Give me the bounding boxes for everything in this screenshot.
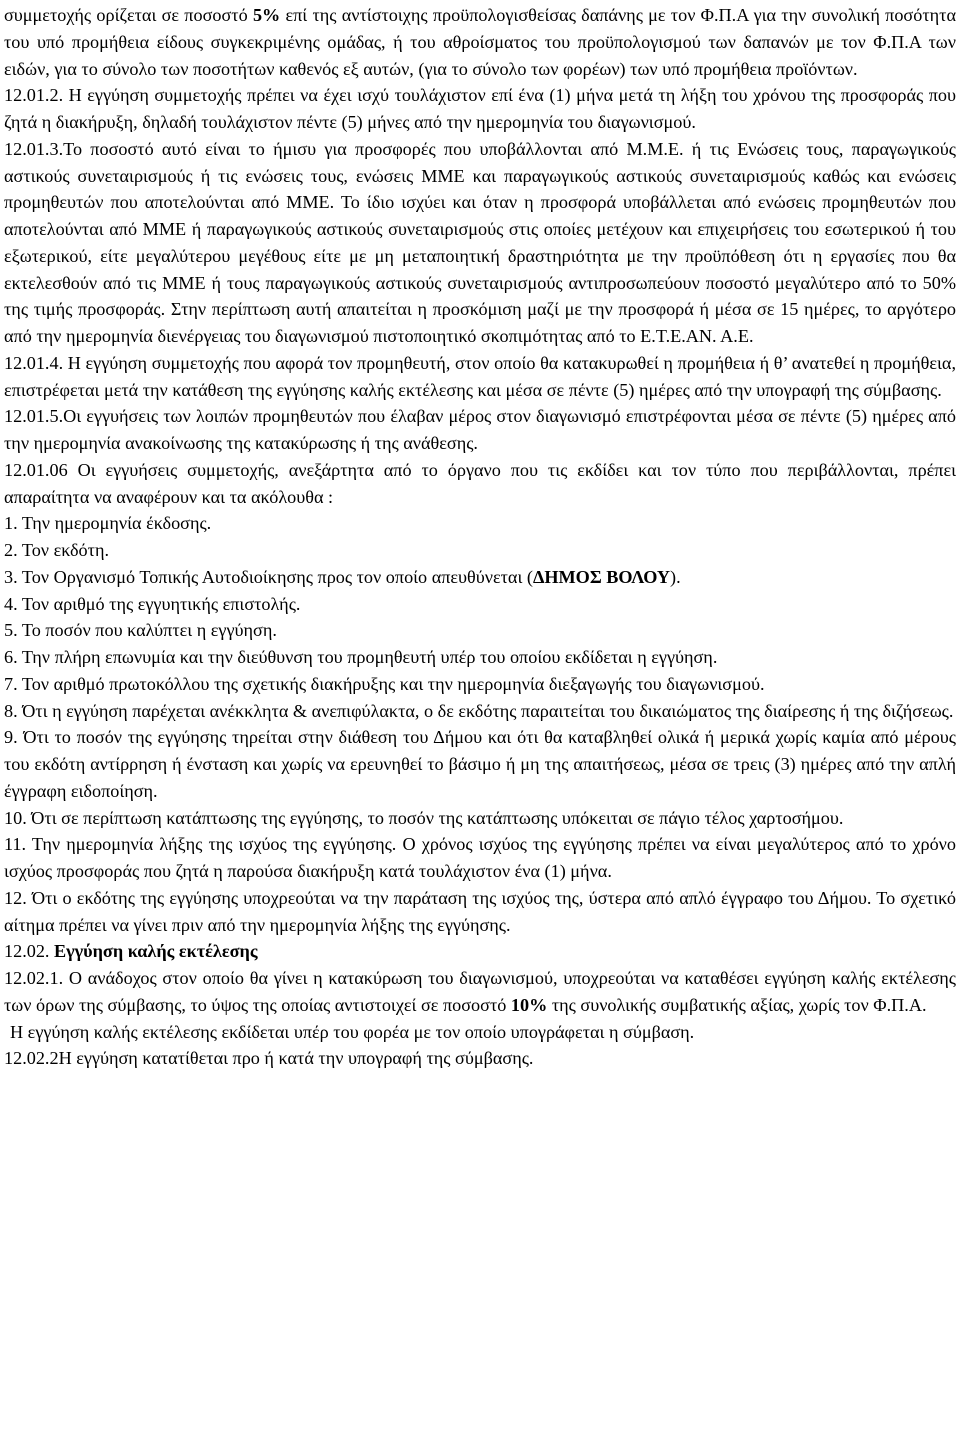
- paragraph-12-02-2: 12.02.2Η εγγύηση κατατίθεται προ ή κατά την υπογραφή της σύμβασης.: [4, 1048, 534, 1069]
- section-heading-12-02: 12.02. Εγγύηση καλής εκτέλεσης: [4, 941, 258, 962]
- municipality-name: ΔΗΜΟΣ ΒΟΛΟΥ: [532, 566, 671, 587]
- list-item: 1. Την ημερομηνία έκδοσης.: [4, 513, 212, 534]
- list-item-organization: 3. Τον Οργανισμό Τοπικής Αυτοδιοίκησης προς τον οποίο απευθύνεται (ΔΗΜΟΣ ΒΟΛΟΥ).: [4, 566, 681, 587]
- paragraph-12-01-06: 12.01.06 Οι εγγυήσεις συμμετοχής, ανεξάρτητα από το όργανο που τις εκδίδει και τον τύπο που περιβάλλονται, πρέπει απαραίτητα να αναφέρουν και τα ακόλουθα :: [4, 459, 956, 507]
- percentage-5: 5%: [252, 5, 281, 25]
- list-item: 11. Την ημερομηνία λήξης της ισχύος της εγγύησης. Ο χρόνος ισχύος της εγγύησης πρέπει να είναι μεγαλύτερος από το χρόνο ισχύος προσφοράς που ζητά η παρούσα διακήρυξη κατά τουλάχιστον ένα (1) μήνα.: [4, 834, 956, 881]
- list-item: 10. Ότι σε περίπτωση κατάπτωσης της εγγύησης, το ποσόν της κατάπτωσης υπόκειται σε πάγιο τέλος χαρτοσήμου.: [4, 807, 844, 828]
- list-item: 2. Τον εκδότη.: [4, 540, 110, 560]
- paragraph-12-01-3: 12.01.3.Το ποσοστό αυτό είναι το ήμισυ για προσφορές που υποβάλλονται από Μ.Μ.Ε. ή τις Ενώσεις τους, παραγωγικούς αστικούς συνεταιρισμούς ή τις ενώσεις τους, ενώσεις ΜΜΕ και παραγωγικούς αστικούς συνεταιρισμούς καθώς και ενώσεις προμηθευτών που αποτελούνται από ΜΜΕ. Το ίδιο ισχύει και όταν η προσφορά υποβάλλεται από ενώσεις προμηθευτών που αποτελούνται από ΜΜΕ ή παραγωγικούς αστικούς συνεταιρισμούς στις οποίες μετέχουν και επιχειρήσεις του εσωτερικού ή του εξωτερικού, είτε μεγαλύτερου μεγέθους είτε με μη μεταποιητική δραστηριότητα με την προϋπόθεση ότι η εργασίες που θα εκτελεσθούν από τις ΜΜΕ ή τους παραγωγικούς αστικούς συνεταιρισμούς αντιπροσωπεύουν ποσοστό μεγαλύτερο από το 50% της τιμής προσφοράς. Στην περίπτωση αυτή απαιτείται η προσκόμιση μαζί με την προσφορά ή μέσα σε 15 ημέρες, το αργότερο από την ημερομηνία διενέργειας του διαγωνισμού πιστοποιητικό σκοπιμότητας από το Ε.Τ.Ε.ΑΝ. Α.Ε.: [4, 138, 956, 346]
- paragraph-12-01-4: 12.01.4. Η εγγύηση συμμετοχής που αφορά τον προμηθευτή, στον οποίο θα κατακυρωθεί η προμήθεια ή θ’ ανατεθεί η προμήθεια, επιστρέφεται μετά την κατάθεση της εγγύησης καλής εκτέλεσης και μέσα σε πέντε (5) ημέρες από την υπογραφή της σύμβασης.: [4, 352, 956, 400]
- list-item: 9. Ότι το ποσόν της εγγύησης τηρείται στην διάθεση του Δήμου και ότι θα καταβληθεί ολικά ή μερικά χωρίς καμία από μέρους του εκδότη αντίρρηση ή ένσταση και χωρίς να ερευνηθεί το βάσιμο ή μη της απαιτήσεως, μέσα σε τρεις (3) ημέρες από την απλή έγγραφη ειδοποίηση.: [4, 727, 956, 801]
- percentage-10: 10%: [510, 994, 548, 1015]
- paragraph-12-01-5: 12.01.5.Οι εγγυήσεις των λοιπών προμηθευτών που έλαβαν μέρος στον διαγωνισμό επιστρέφονται μέσα σε πέντε (5) ημέρες από την ημερομηνία ανακοίνωσης της κατακύρωσης ή της ανάθεσης.: [4, 406, 956, 453]
- paragraph-performance-guarantee: Η εγγύηση καλής εκτέλεσης εκδίδεται υπέρ του φορέα με τον οποίο υπογράφεται η σύμβαση.: [10, 1021, 695, 1042]
- list-item: 7. Τον αριθμό πρωτοκόλλου της σχετικής διακήρυξης και την ημερομηνία διεξαγωγής του διαγωνισμού.: [4, 673, 765, 694]
- section-title: Εγγύηση καλής εκτέλεσης: [54, 941, 258, 962]
- list-item: 8. Ότι η εγγύηση παρέχεται ανέκκλητα & ανεπιφύλακτα, ο δε εκδότης παραιτείται του δικαιώματος της διαίρεσης ή της διζήσεως.: [4, 700, 954, 721]
- list-item: 4. Τον αριθμό της εγγυητικής επιστολής.: [4, 593, 301, 614]
- list-item: 6. Την πλήρη επωνυμία και την διεύθυνση του προμηθευτή υπέρ του οποίου εκδίδεται η εγγύηση.: [4, 647, 718, 667]
- list-item: 12. Ότι ο εκδότης της εγγύησης υποχρεούται να την παράταση της ισχύος της, ύστερα από απλό έγγραφο του Δήμου. Το σχετικό αίτημα πρέπει να γίνει πριν από την ημερομηνία λήξης της εγγύησης.: [4, 887, 956, 935]
- paragraph-12-01-2: 12.01.2. Η εγγύηση συμμετοχής πρέπει να έχει ισχύ τουλάχιστον επί ένα (1) μήνα μετά τη λήξη του χρόνου της προσφοράς που ζητά η διακήρυξη, δηλαδή τουλάχιστον πέντε (5) μήνες από την ημερομηνία του διαγωνισμού.: [4, 85, 956, 132]
- paragraph-12-02-1: 12.02.1. Ο ανάδοχος στον οποίο θα γίνει η κατακύρωση του διαγωνισμού, υποχρεούται να καταθέσει εγγύηση καλής εκτέλεσης των όρων της σύμβασης, το ύψος της οποίας αντιστοιχεί σε ποσοστό 10% της συνολικής συμβατικής αξίας, χωρίς τον Φ.Π.Α.: [4, 968, 956, 1015]
- list-item: 5. Το ποσόν που καλύπτει η εγγύηση.: [4, 620, 277, 641]
- paragraph-participation-percentage: συμμετοχής ορίζεται σε ποσοστό 5% επί της αντίστοιχης προϋπολογισθείσας δαπάνης με τον Φ.Π.Α για την συνολική ποσότητα του υπό προμήθεια είδους συγκεκριμένης ομάδας, ή του αθροίσματος του προϋπολογισμού των δαπανών με τον Φ.Π.Α των ειδών, για το σύνολο των ποσοτήτων καθενός εξ αυτών, (για το σύνολο των φορέων) των υπό προμήθεια προϊόντων.: [4, 5, 956, 79]
